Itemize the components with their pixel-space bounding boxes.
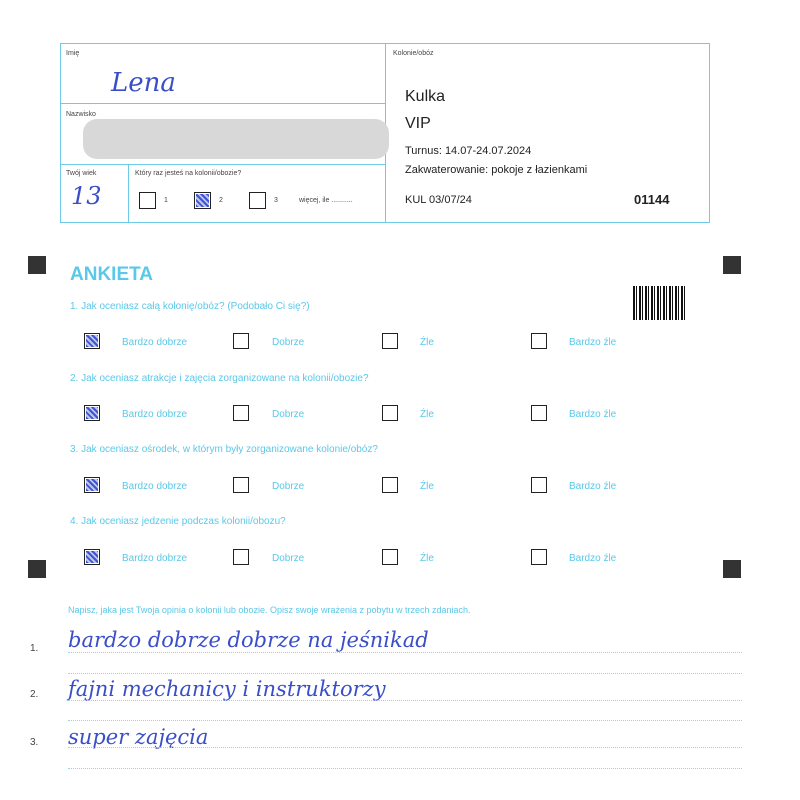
opinion-rule-1b: [68, 673, 742, 674]
question-4: 4. Jak oceniasz jedzenie podczas kolonii/obozu?: [70, 516, 286, 527]
question-2: 2. Jak oceniasz atrakcje i zajęcia zorganizowane na kolonii/obozie?: [70, 373, 369, 384]
nazwisko-label: Nazwisko: [66, 111, 96, 118]
q2-option-bardzo-zle: Bardzo źle: [569, 409, 617, 420]
q4-option-dobrze: Dobrze: [272, 553, 305, 564]
opinion-line-number-3: 3.: [30, 737, 39, 748]
registration-marker-tl: [28, 256, 46, 274]
q1-checkbox-dobrze[interactable]: [233, 333, 249, 349]
ktory-checkbox-3[interactable]: [249, 192, 266, 209]
q3-option-dobrze: Dobrze: [272, 481, 305, 492]
q2-checkbox-bardzo-zle[interactable]: [531, 405, 547, 421]
q4-checkbox-dobrze[interactable]: [233, 549, 249, 565]
ktory-option-more: więcej, ile ...........: [299, 197, 353, 204]
q3-checkbox-bardzo-zle[interactable]: [531, 477, 547, 493]
q2-option-bardzo-dobrze: Bardzo dobrze: [122, 409, 188, 420]
opinion-rule-1a: [68, 652, 742, 653]
question-1: 1. Jak oceniasz całą kolonię/obóz? (Podobało Ci się?): [70, 301, 310, 312]
survey-title: ANKIETA: [70, 264, 154, 285]
ktory-option-3: 3: [274, 197, 278, 204]
kolonie-code: KUL 03/07/24: [405, 194, 472, 206]
q2-option-zle: Źle: [420, 409, 434, 420]
kolonie-label: Kolonie/obóz: [393, 50, 434, 57]
wiek-label: Twój wiek: [66, 170, 97, 177]
q1-checkbox-bardzo-zle[interactable]: [531, 333, 547, 349]
opinion-line-number-2: 2.: [30, 689, 39, 700]
ktory-raz-label: Który raz jesteś na kolonii/obozie?: [135, 170, 242, 177]
imie-value: Lena: [111, 68, 176, 98]
barcode: [633, 286, 687, 320]
q1-option-zle: Źle: [420, 337, 434, 348]
kolonie-type: VIP: [405, 115, 431, 132]
q2-checkbox-dobrze[interactable]: [233, 405, 249, 421]
q4-option-bardzo-dobrze: Bardzo dobrze: [122, 553, 188, 564]
q4-checkbox-bardzo-dobrze[interactable]: [84, 549, 100, 565]
q4-checkbox-bardzo-zle[interactable]: [531, 549, 547, 565]
q3-option-bardzo-dobrze: Bardzo dobrze: [122, 481, 188, 492]
ktory-option-1: 1: [164, 197, 168, 204]
q3-checkbox-bardzo-dobrze[interactable]: [84, 477, 100, 493]
opinion-rule-3a: [68, 747, 742, 748]
q3-checkbox-dobrze[interactable]: [233, 477, 249, 493]
q3-option-bardzo-zle: Bardzo źle: [569, 481, 617, 492]
q1-option-dobrze: Dobrze: [272, 337, 305, 348]
q2-checkbox-zle[interactable]: [382, 405, 398, 421]
opinion-rule-3b: [68, 768, 742, 769]
question-3: 3. Jak oceniasz ośrodek, w którym były zorganizowane kolonie/obóz?: [70, 444, 378, 455]
opinion-line-text-2: fajni mechanicy i instruktorzy: [68, 677, 386, 701]
opinion-line-text-1: bardzo dobrze dobrze na jeśnikad: [68, 628, 429, 652]
registration-marker-br: [723, 560, 741, 578]
wiek-value: 13: [71, 182, 102, 210]
opinion-prompt: Napisz, jaka jest Twoja opinia o kolonii lub obozie. Opisz swoje wrażenia z pobytu w trzech zdaniach.: [68, 605, 471, 615]
redacted-surname: [83, 119, 389, 159]
kolonie-name: Kulka: [405, 88, 446, 105]
ktory-option-2: 2: [219, 197, 223, 204]
registration-marker-bl: [28, 560, 46, 578]
q4-option-bardzo-zle: Bardzo źle: [569, 553, 617, 564]
q3-option-zle: Źle: [420, 481, 434, 492]
q1-checkbox-bardzo-dobrze[interactable]: [84, 333, 100, 349]
q4-option-zle: Źle: [420, 553, 434, 564]
q3-checkbox-zle[interactable]: [382, 477, 398, 493]
q2-option-dobrze: Dobrze: [272, 409, 305, 420]
opinion-line-text-3: super zajęcia: [68, 725, 209, 749]
opinion-rule-2a: [68, 700, 742, 701]
imie-label: Imię: [66, 50, 80, 57]
zakwaterowanie: Zakwaterowanie: pokoje z łazienkami: [405, 164, 588, 176]
q4-checkbox-zle[interactable]: [382, 549, 398, 565]
registration-marker-tr: [723, 256, 741, 274]
q1-option-bardzo-zle: Bardzo źle: [569, 337, 617, 348]
opinion-rule-2b: [68, 720, 742, 721]
ktory-checkbox-1[interactable]: [139, 192, 156, 209]
q2-checkbox-bardzo-dobrze[interactable]: [84, 405, 100, 421]
opinion-line-number-1: 1.: [30, 643, 39, 654]
header-form: [60, 43, 710, 223]
ktory-checkbox-2[interactable]: [194, 192, 211, 209]
turnus: Turnus: 14.07-24.07.2024: [405, 145, 532, 157]
q1-checkbox-zle[interactable]: [382, 333, 398, 349]
form-number: 01144: [634, 192, 670, 207]
q1-option-bardzo-dobrze: Bardzo dobrze: [122, 337, 188, 348]
